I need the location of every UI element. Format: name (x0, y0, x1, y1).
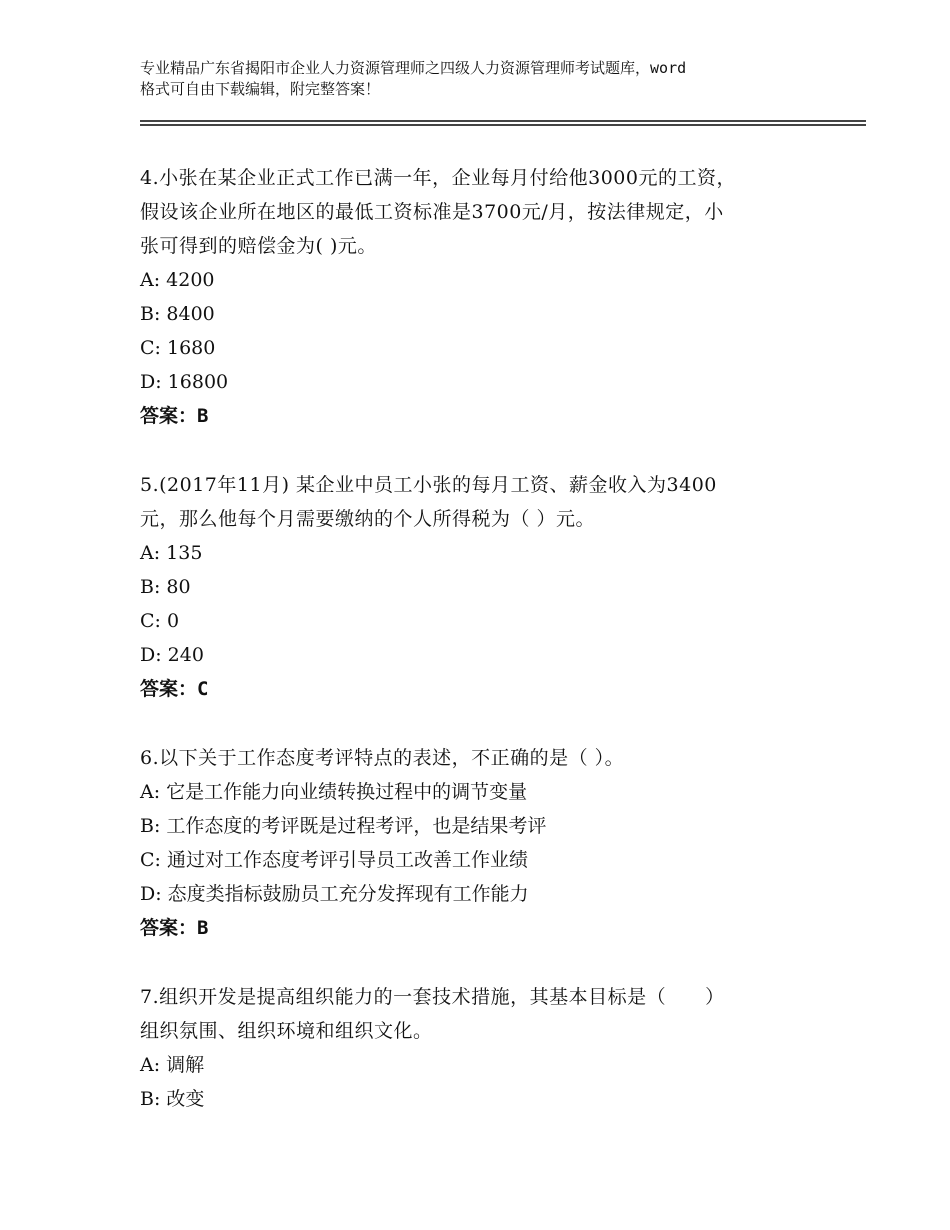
header-divider-bottom (140, 124, 866, 126)
option-d: D: 态度类指标鼓励员工充分发挥现有工作能力 (140, 883, 529, 905)
option-a: A: 135 (140, 542, 203, 564)
option-a: A: 它是工作能力向业绩转换过程中的调节变量 (140, 781, 528, 803)
question-stem-line: 6.以下关于工作态度考评特点的表述，不正确的是（ ）。 (140, 747, 625, 769)
option-d: D: 16800 (140, 371, 229, 393)
answer: 答案：C (140, 678, 209, 700)
question-6 (140, 741, 820, 945)
question-stem-line: 5.(2017年11月) 某企业中员工小张的每月工资、薪金收入为3400 (140, 474, 717, 496)
question-stem-line: 张可得到的赔偿金为( )元。 (140, 235, 377, 257)
question-5 (140, 468, 820, 706)
option-c: C: 通过对工作态度考评引导员工改善工作业绩 (140, 849, 528, 871)
header-divider-top (140, 120, 866, 122)
option-d: D: 240 (140, 644, 204, 666)
option-b: B: 80 (140, 576, 191, 598)
question-stem-line: 组织氛围、组织环境和组织文化。 (140, 1020, 433, 1042)
question-stem-line: 7.组织开发是提高组织能力的一套技术措施，其基本目标是（ ） (140, 986, 725, 1008)
option-b: B: 改变 (140, 1088, 205, 1110)
answer: 答案：B (140, 917, 209, 939)
question-stem-line: 4.小张在某企业正式工作已满一年，企业每月付给他3000元的工资， (140, 167, 736, 189)
answer: 答案：B (140, 405, 209, 427)
option-b: B: 8400 (140, 303, 215, 325)
document-header (140, 58, 830, 100)
option-b: B: 工作态度的考评既是过程考评，也是结果考评 (140, 815, 547, 837)
question-4 (140, 161, 820, 433)
option-a: A: 4200 (140, 269, 215, 291)
header-line-2: 格式可自由下载编辑，附完整答案！ (140, 80, 381, 98)
question-stem-line: 元，那么他每个月需要缴纳的个人所得税为（ ）元。 (140, 508, 596, 530)
question-7 (140, 980, 820, 1116)
question-stem-line: 假设该企业所在地区的最低工资标准是3700元/月，按法律规定，小 (140, 201, 724, 223)
option-a: A: 调解 (140, 1054, 205, 1076)
header-line-1: 专业精品广东省揭阳市企业人力资源管理师之四级人力资源管理师考试题库，word (140, 59, 687, 77)
option-c: C: 0 (140, 610, 180, 632)
option-c: C: 1680 (140, 337, 216, 359)
